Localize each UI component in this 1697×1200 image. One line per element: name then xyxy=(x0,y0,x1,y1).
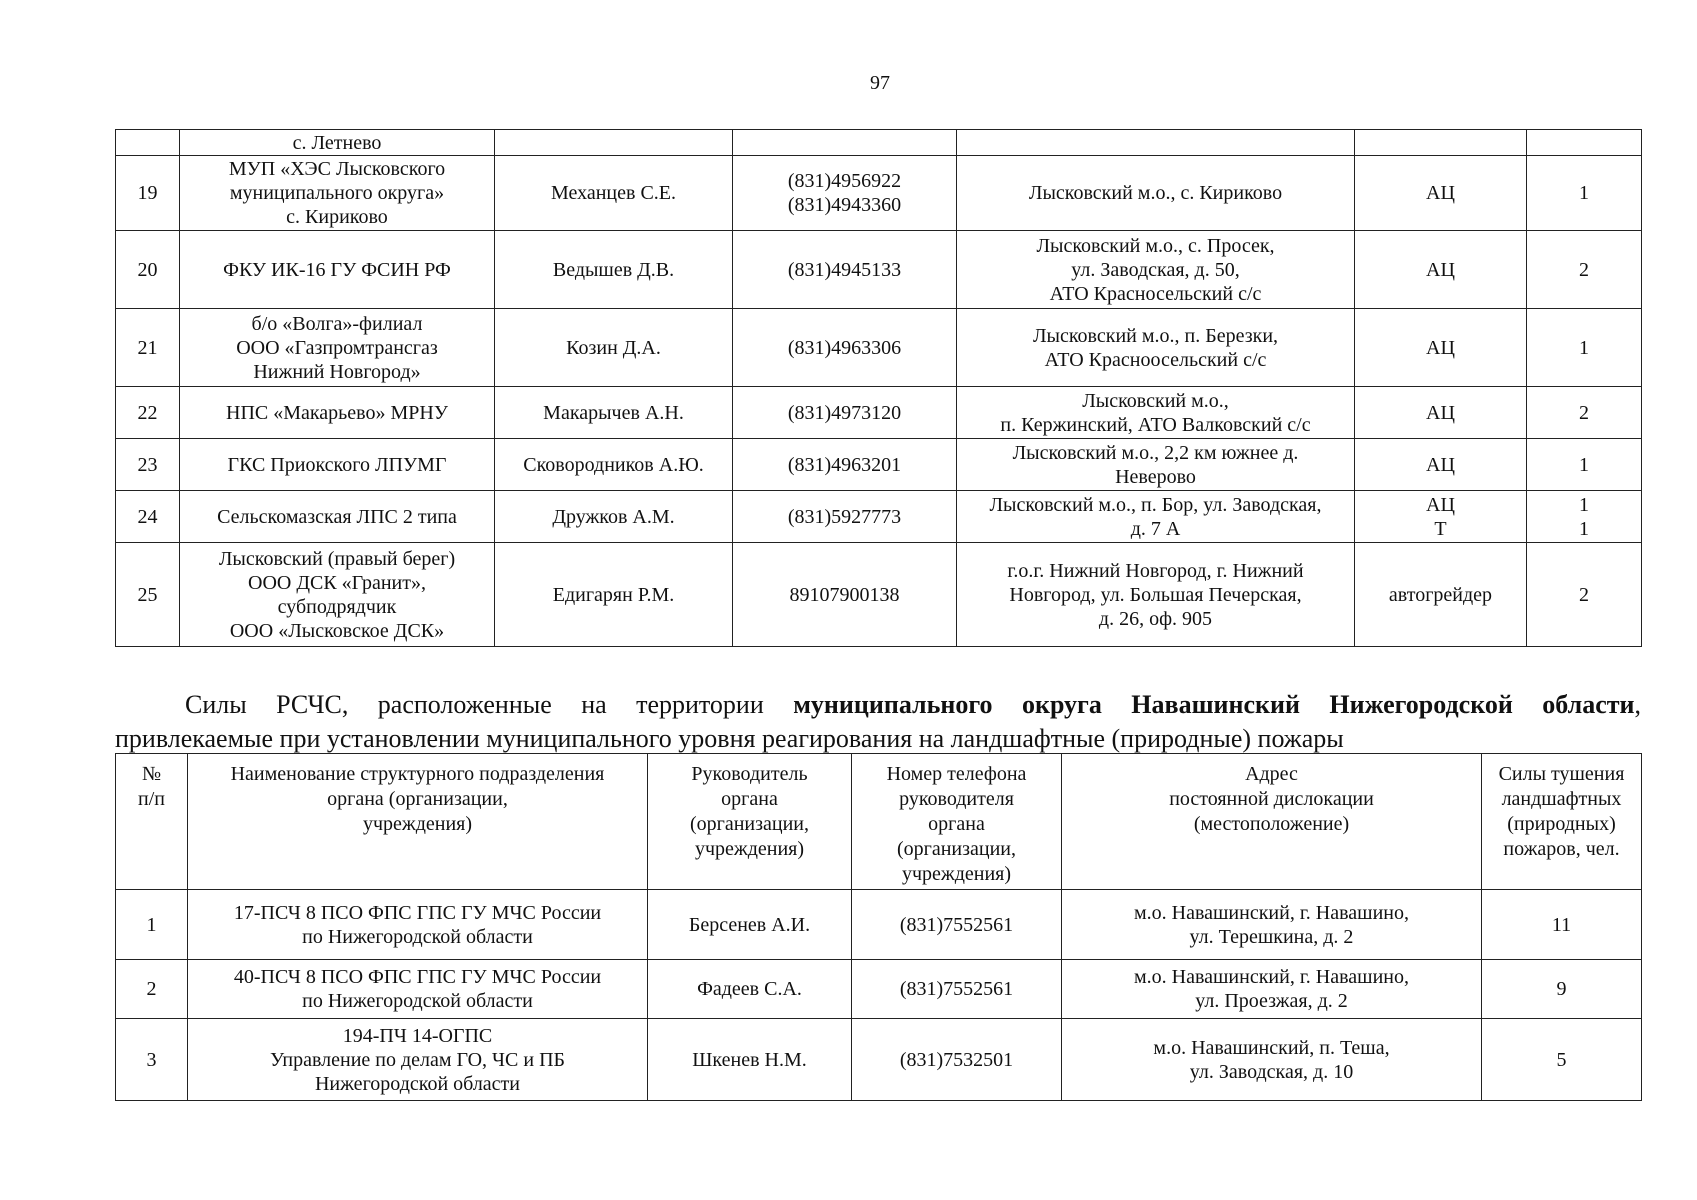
cell-line: Лысковский м.о., с. Кириково xyxy=(1028,182,1283,204)
cell-line: 11 xyxy=(1551,913,1572,936)
cell-head xyxy=(495,231,733,309)
cell-line: ул. Терешкина, д. 2 xyxy=(1189,925,1354,948)
cell-count xyxy=(1482,1019,1642,1101)
cell-line: Сковородников А.Ю. xyxy=(523,453,704,476)
cell-line: д. 26, оф. 905 xyxy=(1098,607,1213,630)
cell-count xyxy=(1482,960,1642,1019)
cell-line: АТО Красносельский с/с xyxy=(1049,282,1262,305)
cell-line: Лысковский (правый берег) xyxy=(218,547,456,570)
cell-line: м.о. Навашинский, п. Теша, xyxy=(1153,1036,1390,1059)
cell-line: 1 xyxy=(1579,517,1589,540)
cell-address xyxy=(957,387,1355,439)
cell-name xyxy=(180,543,495,647)
cell-phone xyxy=(733,543,957,647)
cell-line: п/п xyxy=(138,788,165,810)
cell-line: Наименование структурного подразделения xyxy=(230,763,605,785)
cell-address xyxy=(957,130,1355,156)
cell-line: Руководитель xyxy=(691,763,808,785)
cell-forces xyxy=(1355,130,1527,156)
cell-num: 20 xyxy=(116,231,180,309)
cell-name xyxy=(180,387,495,439)
cell-line: № xyxy=(141,763,162,785)
cell-line: 1 xyxy=(1579,453,1589,476)
cell-line: 2 xyxy=(1579,401,1589,424)
cell-line: НПС «Макарьево» МРНУ xyxy=(226,401,448,424)
cell-line: (организации, xyxy=(689,813,810,835)
cell-phone xyxy=(852,960,1062,1019)
cell-line: ООО «Лысковское ДСК» xyxy=(229,619,445,642)
cell-line: 1 xyxy=(1579,182,1589,204)
cell-line: субподрядчик xyxy=(277,595,397,618)
cell-line: Ведышев Д.В. xyxy=(552,258,675,281)
cell-line: (831)4956922 xyxy=(787,170,902,192)
cell-line: 17-ПСЧ 8 ПСО ФПС ГПС ГУ МЧС России xyxy=(233,901,602,924)
cell-line: ул. Заводская, д. 50, xyxy=(1071,258,1240,281)
cell-forces xyxy=(1355,156,1527,231)
cell-line: г.о.г. Нижний Новгород, г. Нижний xyxy=(1007,559,1304,582)
cell-line: с. Кириково xyxy=(286,206,388,228)
cell-line: Едигарян Р.М. xyxy=(552,583,675,606)
cell-count xyxy=(1527,439,1642,491)
cell-line: (831)4963306 xyxy=(787,336,902,359)
cell-phone xyxy=(733,491,957,543)
cell-line: автогрейдер xyxy=(1388,583,1493,606)
cell-line: Механцев С.Е. xyxy=(550,182,677,204)
cell-head xyxy=(648,960,852,1019)
cell-count xyxy=(1482,890,1642,960)
cell-head xyxy=(495,130,733,156)
cell-count xyxy=(1527,309,1642,387)
cell-line: 9 xyxy=(1556,978,1567,1000)
table-row xyxy=(116,1019,1642,1101)
cell-line: (831)5927773 xyxy=(787,505,902,528)
cell-line: Лысковский м.о., п. Березки, xyxy=(1032,324,1279,347)
cell-line: пожаров, чел. xyxy=(1503,838,1620,860)
table-row xyxy=(116,543,1642,647)
cell-name xyxy=(188,890,648,960)
cell-phone xyxy=(733,439,957,491)
cell-line: Адрес xyxy=(1245,763,1298,785)
cell-head xyxy=(648,1019,852,1101)
cell-address xyxy=(957,309,1355,387)
cell-line: органа xyxy=(928,813,985,835)
header-row xyxy=(116,754,1642,890)
cell-line: п. Кержинский, АТО Валковский с/с xyxy=(1000,413,1311,436)
cell-line: б/о «Волга»-филиал xyxy=(251,312,423,335)
cell-line: Макарычев А.Н. xyxy=(543,401,684,424)
cell-line: 89107900138 xyxy=(789,583,900,606)
cell-line: (местоположение) xyxy=(1193,813,1350,835)
cell-line: (831)7552561 xyxy=(899,978,1014,1000)
cell-address xyxy=(1062,960,1482,1019)
cell-head xyxy=(648,890,852,960)
cell-address xyxy=(957,439,1355,491)
heading-suffix: , xyxy=(1634,690,1641,719)
cell-line: Т xyxy=(1434,517,1447,540)
cell-head xyxy=(495,156,733,231)
cell-line: (831)4973120 xyxy=(787,401,902,424)
cell-line: учреждения) xyxy=(901,863,1012,885)
page-number: 97 xyxy=(870,72,890,94)
cell-line: органа xyxy=(721,788,778,810)
cell-line: ООО ДСК «Гранит», xyxy=(248,571,426,594)
cell-line: Нижний Новгород» xyxy=(253,360,421,383)
table-row xyxy=(116,309,1642,387)
cell-name xyxy=(180,130,495,156)
cell-address xyxy=(957,491,1355,543)
cell-line: АЦ xyxy=(1426,453,1455,476)
table-row xyxy=(116,890,1642,960)
cell-line: Лысковский м.о., п. Бор, ул. Заводская, xyxy=(989,493,1322,516)
cell-line: органа (организации, xyxy=(327,788,508,810)
cell-forces xyxy=(1355,387,1527,439)
header-num xyxy=(116,754,188,890)
cell-num: 23 xyxy=(116,439,180,491)
table-row xyxy=(116,439,1642,491)
cell-line: Берсенев А.И. xyxy=(688,913,811,936)
cell-line: д. 7 А xyxy=(1130,517,1181,540)
table-row xyxy=(116,156,1642,231)
cell-phone xyxy=(733,309,957,387)
cell-line: МУП «ХЭС Лысковского xyxy=(228,158,446,180)
cell-num: 21 xyxy=(116,309,180,387)
cell-num xyxy=(116,130,180,156)
cell-count xyxy=(1527,491,1642,543)
cell-line: АТО Красноосельский с/с xyxy=(1044,348,1267,371)
cell-line: постоянной дислокации xyxy=(1169,788,1374,810)
heading-bold-part: муниципального округа Навашинский Нижегородской области xyxy=(793,690,1635,719)
cell-name xyxy=(180,491,495,543)
cell-count xyxy=(1527,387,1642,439)
heading-prefix: Силы РСЧС, расположенные на территории xyxy=(185,690,794,719)
cell-line: 194-ПЧ 14-ОГПС xyxy=(342,1024,493,1047)
section-heading-line2: привлекаемые при установлении муниципального уровня реагирования на ландшафтные (природные) пожары xyxy=(115,724,1344,753)
cell-line: Новгород, ул. Большая Печерская, xyxy=(1009,583,1302,606)
cell-head xyxy=(495,543,733,647)
cell-phone xyxy=(733,231,957,309)
cell-num: 3 xyxy=(116,1019,188,1101)
cell-head xyxy=(495,439,733,491)
table-row xyxy=(116,130,1642,156)
cell-name xyxy=(180,231,495,309)
cell-line: Лысковский м.о., xyxy=(1082,389,1229,412)
cell-line: 1 xyxy=(1579,336,1589,359)
cell-count xyxy=(1527,543,1642,647)
cell-line: (природных) xyxy=(1507,813,1616,835)
cell-line: ГКС Приокского ЛПУМГ xyxy=(227,453,447,476)
cell-address xyxy=(1062,1019,1482,1101)
cell-line: (организации, xyxy=(896,838,1017,860)
cell-name xyxy=(180,439,495,491)
cell-head xyxy=(495,387,733,439)
cell-line: по Нижегородской области xyxy=(302,990,533,1012)
cell-line: АЦ xyxy=(1426,493,1455,516)
cell-line: Сельскомазская ЛПС 2 типа xyxy=(217,505,457,528)
cell-line: учреждения) xyxy=(362,813,473,835)
table-row xyxy=(116,387,1642,439)
cell-num: 25 xyxy=(116,543,180,647)
cell-count xyxy=(1527,156,1642,231)
cell-name xyxy=(180,156,495,231)
cell-phone xyxy=(852,890,1062,960)
header-name xyxy=(188,754,648,890)
cell-address xyxy=(957,543,1355,647)
table-row xyxy=(116,491,1642,543)
cell-line: 2 xyxy=(1579,258,1589,281)
section-heading xyxy=(115,688,1641,756)
bottom-table xyxy=(115,753,1642,1101)
cell-phone xyxy=(733,387,957,439)
cell-count xyxy=(1527,231,1642,309)
cell-name xyxy=(188,1019,648,1101)
cell-line: ООО «Газпромтрансгаз xyxy=(236,336,438,359)
cell-head xyxy=(495,309,733,387)
cell-address xyxy=(957,156,1355,231)
cell-line: муниципального округа» xyxy=(229,182,445,204)
cell-line: ул. Проезжая, д. 2 xyxy=(1195,990,1348,1012)
table-row xyxy=(116,960,1642,1019)
cell-line: (831)4945133 xyxy=(787,258,902,281)
cell-line: АЦ xyxy=(1426,258,1455,281)
cell-line: м.о. Навашинский, г. Навашино, xyxy=(1134,966,1409,988)
cell-line: 2 xyxy=(1579,583,1589,606)
cell-name xyxy=(188,960,648,1019)
cell-line: Номер телефона xyxy=(886,763,1027,785)
header-head xyxy=(648,754,852,890)
cell-phone xyxy=(852,1019,1062,1101)
cell-line: АЦ xyxy=(1426,401,1455,424)
cell-line: учреждения) xyxy=(694,838,805,860)
cell-line: Дружков А.М. xyxy=(552,505,675,528)
cell-address xyxy=(957,231,1355,309)
cell-line: по Нижегородской области xyxy=(302,925,533,948)
cell-num: 24 xyxy=(116,491,180,543)
cell-forces xyxy=(1355,439,1527,491)
cell-forces xyxy=(1355,543,1527,647)
cell-line: ФКУ ИК-16 ГУ ФСИН РФ xyxy=(223,258,451,281)
cell-forces xyxy=(1355,309,1527,387)
header-count xyxy=(1482,754,1642,890)
cell-line: 5 xyxy=(1556,1048,1567,1071)
cell-forces xyxy=(1355,491,1527,543)
cell-line: Лысковский м.о., с. Просек, xyxy=(1036,234,1275,257)
cell-phone xyxy=(733,130,957,156)
cell-line: Силы тушения xyxy=(1498,763,1625,785)
cell-line: АЦ xyxy=(1426,336,1455,359)
cell-line: Фадеев С.А. xyxy=(697,978,802,1000)
cell-line: 1 xyxy=(1579,493,1589,516)
cell-address xyxy=(1062,890,1482,960)
cell-line: Нижегородской области xyxy=(314,1072,521,1095)
header-address xyxy=(1062,754,1482,890)
cell-line: с. Летнево xyxy=(292,131,382,154)
cell-line: ландшафтных xyxy=(1501,788,1622,810)
cell-line: ул. Заводская, д. 10 xyxy=(1189,1060,1354,1083)
cell-line: Лысковский м.о., 2,2 км южнее д. xyxy=(1012,441,1299,464)
cell-line: (831)4943360 xyxy=(787,194,902,216)
cell-line: АЦ xyxy=(1426,182,1455,204)
cell-num: 2 xyxy=(116,960,188,1019)
cell-line: м.о. Навашинский, г. Навашино, xyxy=(1134,901,1409,924)
top-table xyxy=(115,129,1642,647)
cell-line: (831)4963201 xyxy=(787,453,902,476)
cell-line: (831)7532501 xyxy=(899,1048,1014,1071)
cell-line: Управление по делам ГО, ЧС и ПБ xyxy=(269,1048,566,1071)
cell-count xyxy=(1527,130,1642,156)
cell-forces xyxy=(1355,231,1527,309)
cell-line: руководителя xyxy=(899,788,1014,810)
cell-line: Шкенев Н.М. xyxy=(692,1048,807,1071)
cell-head xyxy=(495,491,733,543)
cell-name xyxy=(180,309,495,387)
cell-num: 19 xyxy=(116,156,180,231)
cell-line: (831)7552561 xyxy=(899,913,1014,936)
cell-num: 1 xyxy=(116,890,188,960)
cell-line: Неверово xyxy=(1115,465,1196,488)
table-row xyxy=(116,231,1642,309)
cell-line: Козин Д.А. xyxy=(566,336,661,359)
cell-phone xyxy=(733,156,957,231)
header-phone xyxy=(852,754,1062,890)
section-heading-line1 xyxy=(115,688,1641,722)
cell-line: 40-ПСЧ 8 ПСО ФПС ГПС ГУ МЧС России xyxy=(233,966,602,988)
cell-num: 22 xyxy=(116,387,180,439)
